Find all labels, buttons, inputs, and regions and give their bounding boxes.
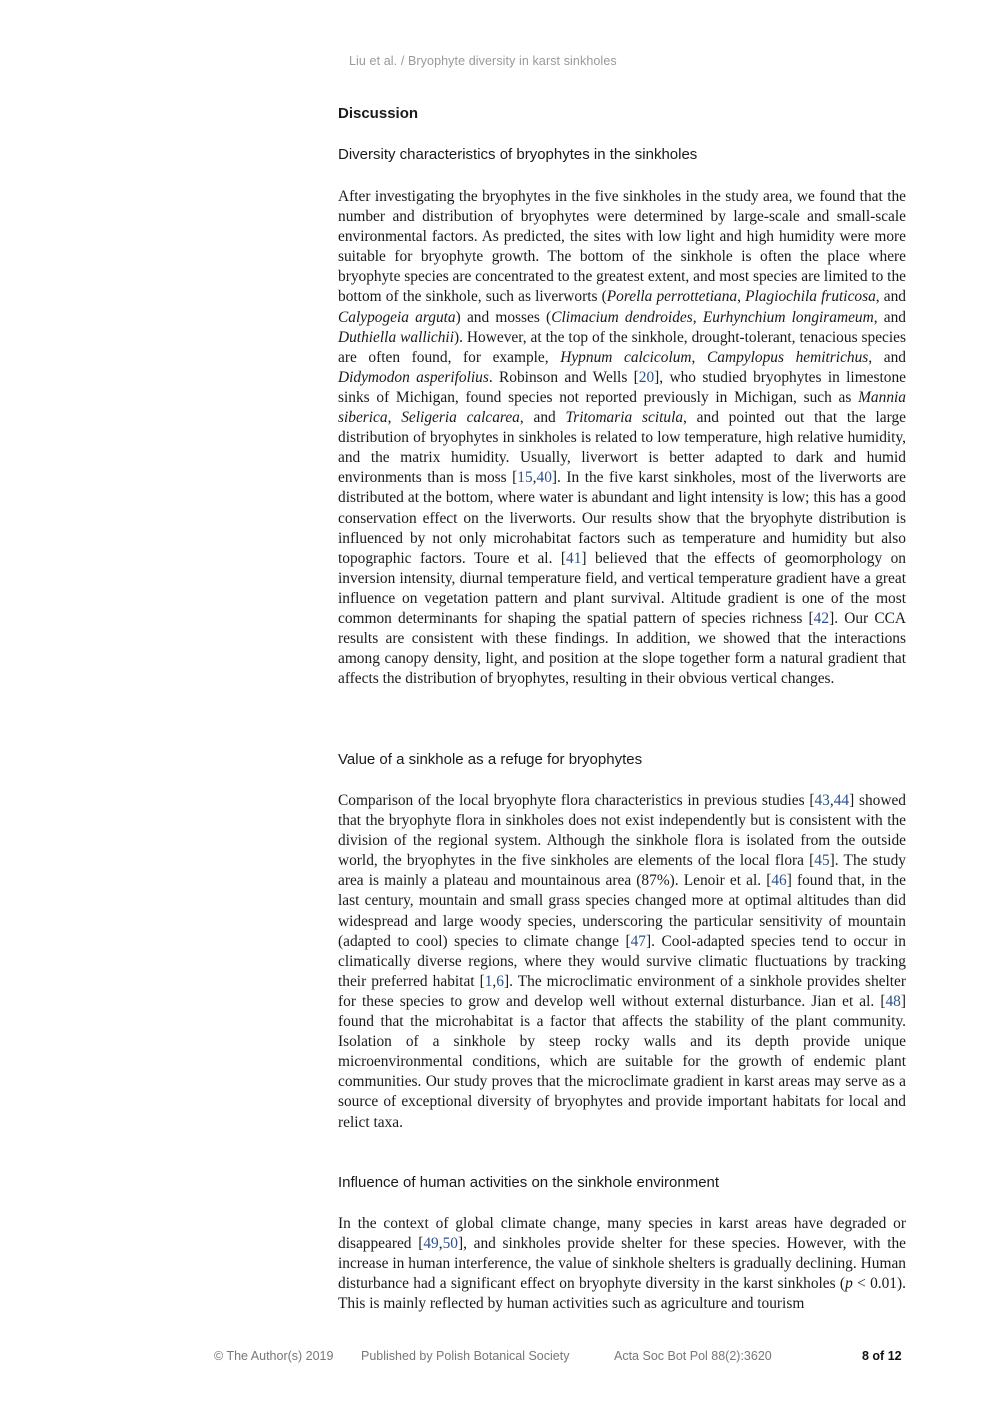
- species-name: Hypnum calcicolum: [560, 348, 692, 366]
- species-name: Tritomaria scitula: [565, 409, 684, 427]
- citation-ref[interactable]: 50: [442, 1235, 458, 1253]
- species-name: Didymodon asperifolius: [338, 368, 489, 386]
- citation-ref[interactable]: 6: [496, 972, 504, 990]
- footer-page-number: 8 of 12: [862, 1349, 902, 1363]
- species-name: Porella perrottetiana: [606, 288, 738, 306]
- citation-ref[interactable]: 20: [638, 368, 655, 386]
- citation-ref[interactable]: 41: [566, 549, 582, 567]
- species-name: p: [845, 1275, 853, 1293]
- citation-ref[interactable]: 15: [517, 469, 533, 487]
- species-name: Campylopus hemitrichus: [707, 348, 869, 366]
- citation-ref[interactable]: 49: [423, 1235, 439, 1253]
- footer-copyright: © The Author(s) 2019: [214, 1349, 334, 1363]
- citation-ref[interactable]: 48: [885, 992, 901, 1010]
- paragraph-human-activities: In the context of global climate change, many species in karst areas have degraded or disappeared [49,50], and sinkholes provide shelter for these species. However, with the increase in human interference, the value of sinkhole shelters is gradually declining. Human disturbance had a significant effect on bryophyte diversity in the karst sinkholes (p < 0.01). This is mainly reflected by human activities such as agriculture and tourism: [338, 1215, 906, 1313]
- species-name: Climacium dendroides: [551, 308, 693, 326]
- species-name: Calypogeia arguta: [338, 308, 456, 326]
- citation-ref[interactable]: 42: [813, 609, 830, 627]
- subsection-title-human-activities: Influence of human activities on the sinkhole environment: [338, 1174, 720, 1191]
- footer-citation: Acta Soc Bot Pol 88(2):3620: [614, 1349, 772, 1363]
- running-head: Liu et al. / Bryophyte diversity in karst sinkholes: [349, 54, 617, 68]
- citation-ref[interactable]: 40: [536, 469, 552, 487]
- citation-ref[interactable]: 45: [814, 852, 830, 870]
- section-title: Discussion: [338, 105, 419, 122]
- subsection-title-refuge: Value of a sinkhole as a refuge for bryophytes: [338, 751, 643, 768]
- species-name: Mannia siberica: [338, 388, 906, 427]
- species-name: Seligeria calcarea: [401, 409, 520, 427]
- species-name: Eurhynchium longirameum: [702, 308, 874, 326]
- citation-ref[interactable]: 1: [484, 972, 493, 990]
- citation-ref[interactable]: 46: [771, 872, 787, 890]
- paragraph-refuge: Comparison of the local bryophyte flora characteristics in previous studies [43,44] showed that the bryophyte flora in sinkholes does not exist independently but is consistent with the division of the regional system. Although the sinkhole flora is isolated from the outside world, the bryophytes in the five sinkholes are elements of the local flora [45]. The study area is mainly a plateau and mountainous area (87%). Lenoir et al. [46] found that, in the last century, mountain and small grass species changed more at optimal altitudes than did widespread and large woody species, underscoring the particular sensitivity of mountain (adapted to cool) species to climate change [47]. Cool-adapted species tend to occur in climatically diverse regions, where they would survive climatic fluctuations by tracking their preferred habitat [1,6]. The microclimatic environment of a sinkhole provides shelter for these species to grow and develop well without external disturbance. Jian et al. [48] found that the microhabitat is a factor that affects the stability of the plant community. Isolation of a sinkhole by steep rocky walls and its depth provide unique microenvironmental conditions, which are suitable for the growth of endemic plant communities. Our study proves that the microclimate gradient in karst areas may serve as a source of exceptional diversity of bryophytes and provide important habitats for local and relict taxa.: [338, 792, 906, 1131]
- paragraph-diversity: After investigating the bryophytes in the five sinkholes in the study area, we found that the number and distribution of bryophytes were determined by large-scale and small-scale environmental factors. As predicted, the sites with low light and high humidity were more suitable for bryophyte growth. The bottom of the sinkhole is often the place where bryophyte species are concentrated to the greatest extent, and most species are limited to the bottom of the sinkhole, such as liverworts (Porella perrottetiana, Plagiochila fruticosa, and Calypogeia arguta) and mosses (Climacium dendroides, Eurhynchium longirameum, and Duthiella wallichii). However, at the top of the sinkhole, drought-tolerant, tenacious species are often found, for example, Hypnum calcicolum, Campylopus hemitrichus, and Didymodon asperifolius. Robinson and Wells [20], who studied bryophytes in limestone sinks of Michigan, found species not reported previously in Michigan, such as Mannia siberica, Seligeria calcarea, and Tritomaria scitula, and pointed out that the large distribution of bryophytes in sinkholes is related to low temperature, high relative humidity, and the matrix humidity. Usually, liverwort is better adapted to dark and humid environments than is moss [15,40]. In the five karst sinkholes, most of the liverworts are distributed at the bottom, where water is abundant and light intensity is low; this has a good conservation effect on the liverworts. Our results show that the bryophyte distribution is influenced by not only microhabitat factors such as temperature and humidity but also topographic factors. Toure et al. [41] believed that the effects of geomorphology on inversion intensity, diurnal temperature field, and vertical temperature gradient have a great influence on vegetation pattern and plant survival. Altitude gradient is one of the most common determinants for shaping the spatial pattern of species richness [42]. Our CCA results are consistent with these findings. In addition, we showed that the interactions among canopy density, light, and position at the slope together form a natural gradient that affects the distribution of bryophytes, resulting in their obvious vertical changes.: [338, 188, 907, 688]
- citation-ref[interactable]: 44: [833, 792, 850, 809]
- species-name: Duthiella wallichii: [338, 328, 454, 346]
- citation-ref[interactable]: 47: [630, 932, 646, 950]
- footer-publisher: Published by Polish Botanical Society: [361, 1349, 570, 1363]
- subsection-title-diversity: Diversity characteristics of bryophytes in the sinkholes: [338, 146, 698, 163]
- species-name: Plagiochila fruticosa: [745, 288, 876, 306]
- citation-ref[interactable]: 43: [814, 792, 830, 809]
